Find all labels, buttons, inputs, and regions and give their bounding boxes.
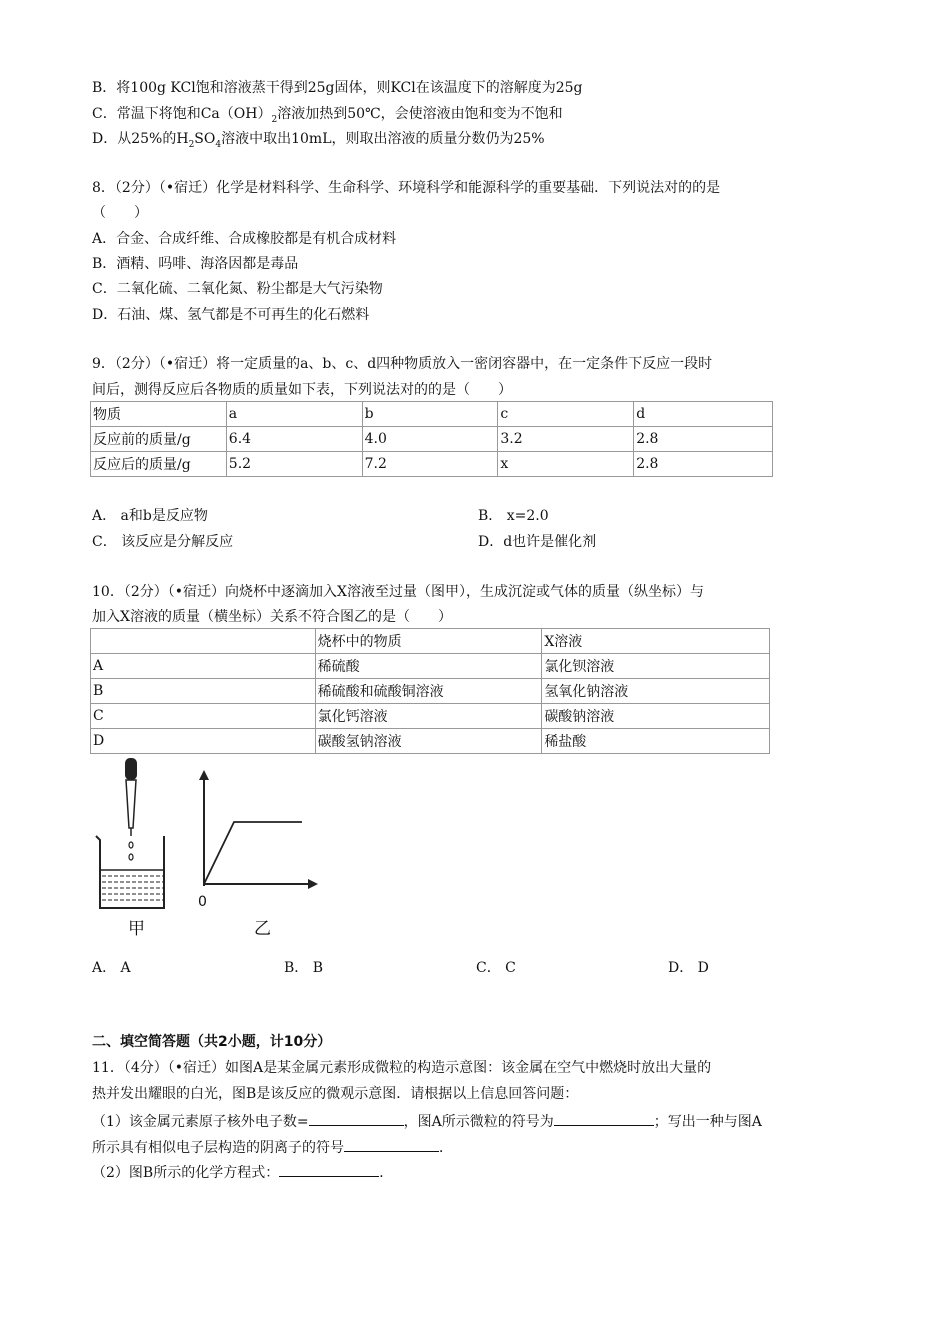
- graph-origin-label: 0: [198, 894, 207, 910]
- q11-p2-text-a: （2）图B所示的化学方程式：: [92, 1165, 280, 1181]
- table-row: [91, 679, 770, 704]
- table-row: [91, 704, 770, 729]
- table-cell: c: [498, 402, 634, 427]
- table-cell: 氯化钙溶液: [315, 704, 542, 729]
- table-cell: 稀硫酸和硫酸铜溶液: [315, 679, 542, 704]
- q11-part1-line1: [92, 1109, 762, 1132]
- table-row: [91, 729, 770, 754]
- q8-option-a: A．合金、合成纤维、合成橡胶都是有机合成材料: [92, 231, 397, 247]
- table-cell: 氯化钡溶液: [542, 654, 770, 679]
- q10-option-d: D． D: [668, 960, 709, 976]
- q10-option-a: A． A: [92, 960, 131, 976]
- q9-option-c: C． 该反应是分解反应: [92, 534, 234, 550]
- table-row: [91, 402, 773, 427]
- q11-part1-line2: [92, 1135, 453, 1158]
- drop: [129, 842, 133, 848]
- q11-stem-line1: 11．（4分）（•宿迁）如图A是某金属元素形成微粒的构造示意图：该金属在空气中燃烧时放出大量的: [92, 1060, 712, 1076]
- q7-c-pre: C．常温下将饱和Ca（OH）: [92, 106, 272, 122]
- table-cell: C: [91, 704, 316, 729]
- q7-d-mid: SO: [194, 131, 216, 147]
- q10-option-b: B． B: [284, 960, 324, 976]
- answer-blank-electron-count[interactable]: [309, 1109, 404, 1126]
- q9-option-a: A． a和b是反应物: [92, 508, 208, 524]
- figure-jia-label: 甲: [128, 919, 145, 939]
- q10-stem-line1: 10．（2分）（•宿迁）向烧杯中逐滴加入X溶液至过量（图甲），生成沉淀或气体的质量（纵坐标）与: [92, 584, 704, 600]
- q7-c-post: 溶液加热到50℃，会使溶液由饱和变为不饱和: [277, 106, 563, 122]
- section-heading: 二、填空简答题（共2小题，计10分）: [92, 1034, 332, 1050]
- q11-stem-line2: 热并发出耀眼的白光，图B是该反应的微观示意图．请根据以上信息回答问题：: [92, 1086, 579, 1102]
- table-cell: 2.8: [634, 452, 773, 477]
- q9-mass-table: [90, 401, 773, 477]
- table-cell: A: [91, 654, 316, 679]
- q7-d-pre: D．从25%的H: [92, 131, 189, 147]
- graph-figure: [192, 770, 322, 890]
- table-cell: 反应后的质量/g: [91, 452, 227, 477]
- table-cell: 氢氧化钠溶液: [542, 679, 770, 704]
- figure-yi-label: 乙: [254, 919, 271, 939]
- reaction-curve: [204, 822, 302, 884]
- q10-reagent-table: [90, 628, 770, 754]
- answer-blank-anion-symbol[interactable]: [344, 1135, 439, 1152]
- beaker-dropper-figure: [88, 756, 188, 916]
- q8-option-b: B．酒精、吗啡、海洛因都是毒品: [92, 256, 299, 272]
- q9-stem-line1: 9．（2分）（•宿迁）将一定质量的a、b、c、d四种物质放入一密闭容器中，在一定条件下反应一段时: [92, 356, 713, 372]
- table-row: [91, 452, 773, 477]
- table-cell: D: [91, 729, 316, 754]
- q8-stem-line2: （ ）: [92, 205, 148, 221]
- q8-stem-line1: 8．（2分）（•宿迁）化学是材料科学、生命科学、环境科学和能源科学的重要基础．下列说法对的的是: [92, 180, 721, 196]
- table-cell: B: [91, 679, 316, 704]
- table-row: [91, 654, 770, 679]
- table-cell: 物质: [91, 402, 227, 427]
- table-cell: 稀硫酸: [315, 654, 542, 679]
- q8-option-d: D．石油、煤、氢气都是不可再生的化石燃料: [92, 307, 370, 323]
- q7-c-sub: 2: [271, 114, 278, 125]
- dropper-tube: [126, 780, 136, 828]
- table-cell: 6.4: [226, 427, 362, 452]
- table-cell: 反应前的质量/g: [91, 427, 227, 452]
- table-cell: a: [226, 402, 362, 427]
- q9-option-b: B． x=2.0: [478, 508, 549, 524]
- q7-d-post: 溶液中取出10mL，则取出溶液的质量分数仍为25%: [221, 131, 545, 147]
- table-cell: 7.2: [362, 452, 498, 477]
- q10-stem-line2: 加入X溶液的质量（横坐标）关系不符合图乙的是（ ）: [92, 609, 452, 625]
- q10-option-c: C． C: [476, 960, 516, 976]
- answer-blank-equation[interactable]: [279, 1160, 379, 1177]
- q11-part2: [92, 1160, 393, 1183]
- q7-d-sub1: 2: [188, 139, 195, 150]
- table-cell: d: [634, 402, 773, 427]
- answer-blank-particle-symbol[interactable]: [554, 1109, 654, 1126]
- dropper-bulb: [125, 758, 137, 780]
- table-cell: x: [498, 452, 634, 477]
- drop: [129, 854, 133, 860]
- table-cell: 4.0: [362, 427, 498, 452]
- table-cell: 碳酸氢钠溶液: [315, 729, 542, 754]
- q7-option-c: [92, 104, 563, 130]
- table-cell: 2.8: [634, 427, 773, 452]
- q9-option-d: D．d也许是催化剂: [478, 534, 597, 550]
- q11-p1-text-e: ．: [439, 1140, 453, 1156]
- q7-option-d: [92, 129, 545, 155]
- q11-p1-text-a: （1）该金属元素原子核外电子数=: [92, 1114, 309, 1130]
- q7-d-sub2: 4: [215, 139, 222, 150]
- q11-p1-text-c: ；写出一种与图A: [653, 1114, 762, 1130]
- liquid: [102, 876, 163, 900]
- table-row: [91, 427, 773, 452]
- q11-p2-text-b: ．: [379, 1165, 394, 1181]
- table-cell: 碳酸钠溶液: [542, 704, 770, 729]
- table-row: [91, 629, 770, 654]
- table-cell: 烧杯中的物质: [315, 629, 542, 654]
- q9-stem-line2: 间后，测得反应后各物质的质量如下表，下列说法对的的是（ ）: [92, 382, 512, 398]
- table-cell: b: [362, 402, 498, 427]
- q7-option-b: B．将100g KCl饱和溶液蒸干得到25g固体，则KCl在该温度下的溶解度为25g: [92, 80, 583, 96]
- table-cell: 5.2: [226, 452, 362, 477]
- table-cell: X溶液: [542, 629, 770, 654]
- table-cell: [91, 629, 316, 654]
- q8-option-c: C．二氧化硫、二氧化氮、粉尘都是大气污染物: [92, 281, 383, 297]
- table-cell: 3.2: [498, 427, 634, 452]
- q11-p1-text-d: 所示具有相似电子层构造的阴离子的符号: [92, 1140, 344, 1156]
- q11-p1-text-b: ，图A所示微粒的符号为: [403, 1114, 554, 1130]
- table-cell: 稀盐酸: [542, 729, 770, 754]
